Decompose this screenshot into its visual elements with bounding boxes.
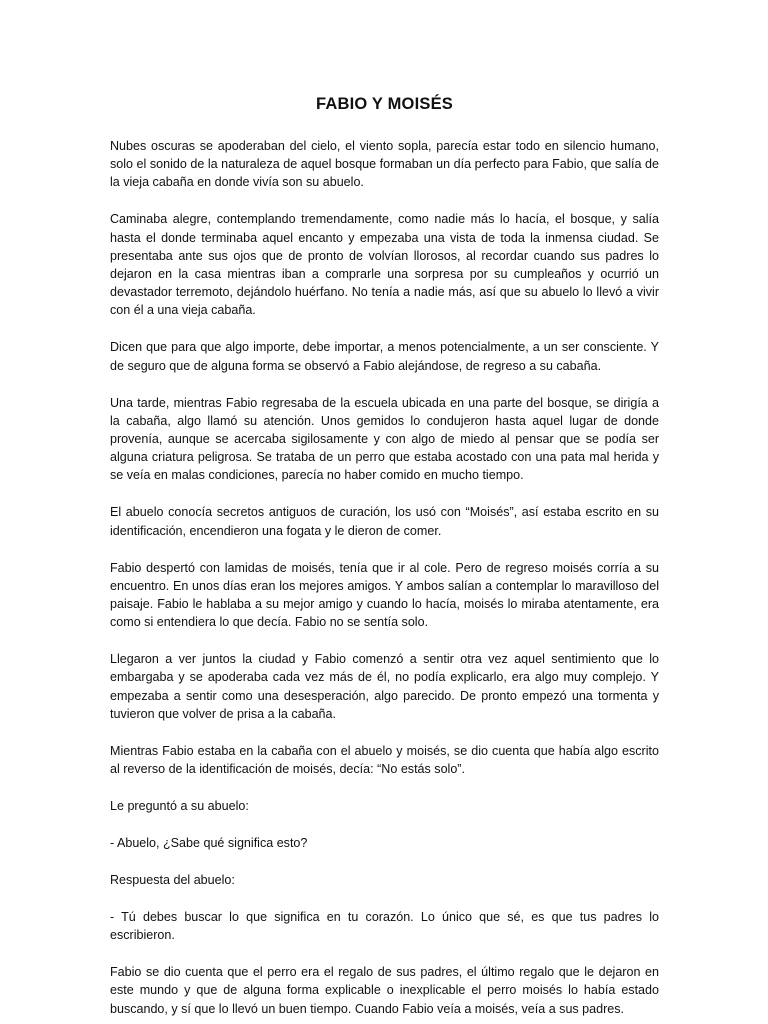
- paragraph-5: El abuelo conocía secretos antiguos de curación, los usó con “Moisés”, así estaba escrito en su identificación, encendieron una fogata y le dieron de comer.: [110, 505, 659, 538]
- final-paragraph: Fabio se dio cuenta que el perro era el regalo de sus padres, el último regalo que le dejaron en este mundo y que de alguna forma explicable o inexplicable el perro moisés lo había estado buscando, y sí que lo llevó un buen tiempo. Cuando Fabio veía a moisés, veía a sus padres.: [110, 965, 659, 1016]
- document-body: [110, 93, 659, 1018]
- paragraph-6: Fabio despertó con lamidas de moisés, tenía que ir al cole. Pero de regreso moisés corría a su encuentro. En unos días eran los mejores amigos. Y ambos salían a contemplar lo maravilloso del paisaje. Fabio le hablaba a su mejor amigo y cuando lo hacía, moisés lo miraba atentamente, era como si entendiera lo que decía. Fabio no se sentía solo.: [110, 560, 659, 630]
- paragraph-1: Nubes oscuras se apoderaban del cielo, el viento sopla, parecía estar todo en silencio humano, solo el sonido de la naturaleza de aquel bosque formaban un día perfecto para Fabio, que salía de la vieja cabaña en donde vivía son su abuelo.: [110, 139, 659, 190]
- document-title: FABIO Y MOISÉS: [316, 95, 453, 113]
- paragraph-8: Mientras Fabio estaba en la cabaña con el abuelo y moisés, se dio cuenta que había algo escrito al reverso de la identificación de moisés, decía: “No estás solo”.: [110, 743, 659, 777]
- dialogue-line-4: - Tú debes buscar lo que significa en tu corazón. Lo único que sé, es que tus padres lo escribieron.: [110, 910, 659, 943]
- dialogue-line-2: - Abuelo, ¿Sabe qué significa esto?: [110, 836, 308, 851]
- dialogue-line-3: Respuesta del abuelo:: [110, 873, 235, 888]
- paragraph-7: Llegaron a ver juntos la ciudad y Fabio comenzó a sentir otra vez aquel sentimiento que lo embargaba y se apoderaba cada vez más de él, no podía explicarlo, era algo muy complejo. Y empezaba a sentir como una desesperación, algo parecido. De pronto empezó una tormenta y tuvieron que volver de prisa a la cabaña.: [110, 652, 659, 721]
- dialogue-line-1: Le preguntó a su abuelo:: [110, 799, 249, 814]
- paragraph-2: Caminaba alegre, contemplando tremendamente, como nadie más lo hacía, el bosque, y salía hasta el donde terminaba aquel encanto y empezaba una vista de toda la inmensa ciudad. Se presentaba ante sus ojos que de pronto de volvían llorosos, al recordar cuando sus padres lo dejaron en la casa mientras iban a comprarle una sorpresa por su cumpleaños y ocurrió un devastador terremoto, dejándolo huérfano. No tenía a nadie más, así que su abuelo lo llevó a vivir con él a una vieja cabaña.: [110, 212, 659, 318]
- paragraph-3: Dicen que para que algo importe, debe importar, a menos potencialmente, a un ser consciente. Y de seguro que de alguna forma se observó a Fabio alejándose, de regreso a su cabaña.: [110, 340, 659, 373]
- paragraph-4: Una tarde, mientras Fabio regresaba de la escuela ubicada en una parte del bosque, se dirigía a la cabaña, algo llamó su atención. Unos gemidos lo condujeron hasta aquel lugar de donde provenía, aunque se acercaba sigilosamente y con algo de miedo al pensar que se podía ser alguna criatura peligrosa. Se trataba de un perro que estaba acostado con una pata mal herida y se veía en malas condiciones, parecía no haber comido en mucho tiempo.: [110, 395, 659, 483]
